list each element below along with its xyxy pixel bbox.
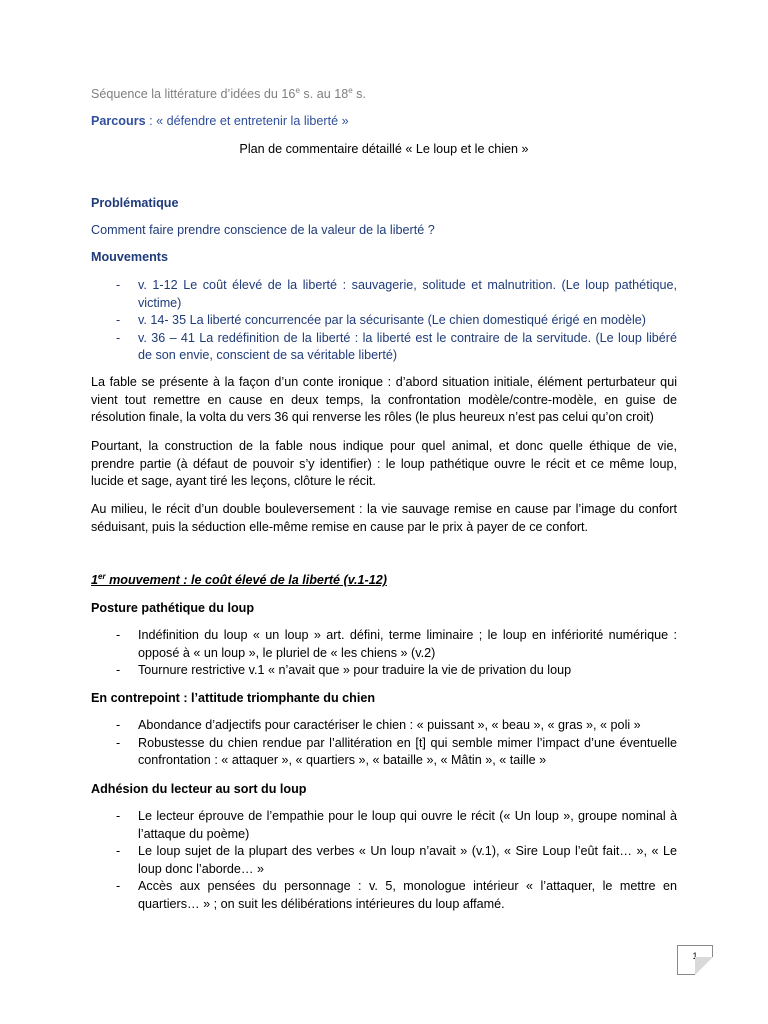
- problematique-heading: Problématique: [91, 196, 179, 210]
- sequence-title: Séquence la littérature d’idées du 16e s. au 18e s.: [91, 85, 366, 101]
- list-item: - Indéfinition du loup « un loup » art. défini, terme liminaire ; le loup en infériorité numérique : opposé à « un loup », le pluriel de « les chiens » (v.2): [91, 627, 677, 662]
- mouvement-item: - v. 1-12 Le coût élevé de la liberté : sauvagerie, solitude et malnutrition. (Le loup pathétique, victime): [91, 277, 677, 312]
- list-item: - Le loup sujet de la plupart des verbes « Un loup n’avait » (v.1), « Sire Loup l’eût fait… », « Le loup donc l’aborde… »: [91, 843, 677, 878]
- list-item: - Tournure restrictive v.1 « n’avait que » pour traduire la vie de privation du loup: [91, 662, 677, 680]
- parcours-line: [91, 113, 349, 131]
- mouvements-heading: Mouvements: [91, 250, 168, 264]
- intro-paragraph: Pourtant, la construction de la fable nous indique pour quel animal, et donc quelle éthique de vie, prendre partie (à défaut de pouvoir s’y identifier) : le loup pathétique ouvre le récit et ce même loup, lucide et sage, ayant tiré les leçons, clôture le récit.: [91, 439, 677, 489]
- page-number: 1: [692, 951, 698, 961]
- list-item: - Abondance d’adjectifs pour caractériser le chien : « puissant », « beau », « gras », « poli »: [91, 717, 677, 735]
- list-item: - Robustesse du chien rendue par l’allitération en [t] qui semble mimer l’impact d’une éventuelle confrontation : « attaquer », « quartiers », « bataille », « Mâtin », « taille »: [91, 735, 677, 770]
- parcours-text: : « défendre et entretenir la liberté »: [145, 114, 349, 128]
- mouvements-list: [91, 277, 677, 365]
- page-number-box: [677, 945, 713, 975]
- list-item: - Le lecteur éprouve de l’empathie pour le loup qui ouvre le récit (« Un loup », groupe nominal à l’attaque du poème): [91, 808, 677, 843]
- section-list-posture: [91, 627, 677, 680]
- mouvement-item: - v. 36 – 41 La redéfinition de la liberté : la liberté est le contraire de la servitude. (Le loup libéré de son envie, conscient de sa véritable liberté): [91, 330, 677, 365]
- problematique-question: Comment faire prendre conscience de la valeur de la liberté ?: [91, 223, 435, 237]
- mouvement-item: - v. 14- 35 La liberté concurrencée par la sécurisante (Le chien domestiqué érigé en modèle): [91, 312, 677, 330]
- first-movement-title: 1er mouvement : le coût élevé de la liberté (v.1-12): [91, 571, 387, 587]
- list-item: - Accès aux pensées du personnage : v. 5, monologue intérieur « l’attaquer, le mettre en quartiers… » ; on suit les délibérations intérieures du loup affamé.: [91, 878, 677, 913]
- section-heading-posture: Posture pathétique du loup: [91, 601, 255, 615]
- intro-paragraph: Au milieu, le récit d’un double bouleversement : la vie sauvage remise en cause par l’image du confort séduisant, puis la séduction elle-même remise en cause par le prix à payer de ce confort.: [91, 502, 677, 534]
- intro-paragraph: La fable se présente à la façon d’un conte ironique : d’abord situation initiale, élément perturbateur qui vient tout remettre en cause en deux temps, la confrontation modèle/contre-modèle, en guise de résolution finale, la volta du vers 36 qui renverse les rôles (le plus heureux n’est pas celui qu’on croit): [91, 375, 677, 425]
- parcours-label: Parcours: [91, 114, 146, 128]
- section-list-contrepoint: [91, 717, 677, 770]
- section-heading-adhesion: Adhésion du lecteur au sort du loup: [91, 782, 307, 796]
- section-heading-contrepoint: En contrepoint : l’attitude triomphante du chien: [91, 691, 376, 705]
- page-curl-icon: [695, 957, 713, 975]
- section-list-adhesion: [91, 808, 677, 914]
- plan-title: Plan de commentaire détaillé « Le loup et le chien »: [239, 142, 529, 156]
